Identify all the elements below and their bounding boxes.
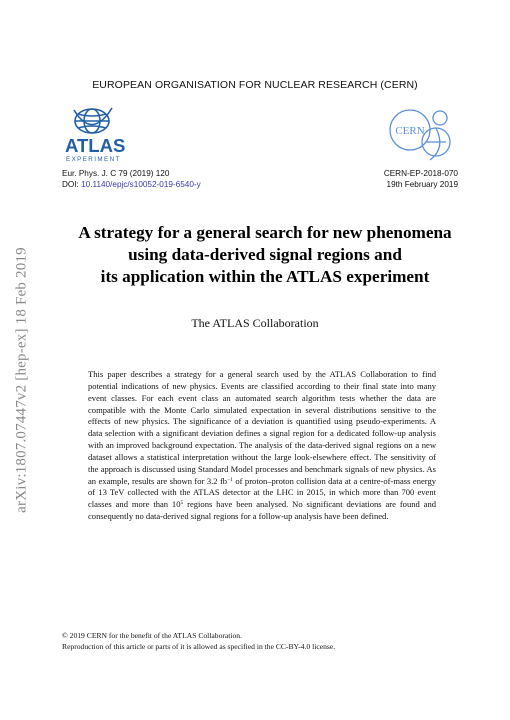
- atlas-logo-text: ATLAS: [65, 135, 126, 156]
- title-line-2: using data-derived signal regions and: [128, 245, 402, 264]
- license-notice: Reproduction of this article or parts of it is allowed as specified in the CC-BY-4.0 license.: [62, 641, 336, 651]
- arxiv-stamp: arXiv:1807.07447v2 [hep-ex] 18 Feb 2019: [13, 247, 30, 513]
- cern-logo-text: CERN: [395, 125, 425, 137]
- organisation-header: EUROPEAN ORGANISATION FOR NUCLEAR RESEARCH (CERN): [92, 79, 418, 91]
- report-info: [384, 168, 458, 190]
- atlas-logo: [62, 104, 128, 164]
- journal-reference: [62, 168, 201, 190]
- abstract-superscript-inverse: −1: [227, 476, 233, 483]
- abstract-text-2: of proton–proton collision data at a centre-of-mass energy of 13 TeV collected with the ATLAS detector at the LHC in 2015, in which more than 700 event classes and more than 10: [88, 475, 436, 510]
- paper-title: [30, 222, 500, 288]
- journal-citation: Eur. Phys. J. C 79 (2019) 120: [62, 169, 170, 178]
- cern-logo: [386, 102, 458, 166]
- abstract-text-3: regions have been analysed. No significant deviations are found and consequently no data-derived signal regions for a follow-up analysis have been defined.: [88, 499, 437, 522]
- report-number: CERN-EP-2018-070: [383, 169, 458, 178]
- atlas-logo-subtext: EXPERIMENT: [66, 156, 121, 163]
- doi-line: [62, 179, 201, 190]
- cern-rings-icon: [386, 102, 458, 166]
- report-date: 19th February 2019: [386, 180, 458, 189]
- abstract-text-1: This paper describes a strategy for a general search used by the ATLAS Collaboration to find potential indications of new physics. Events are classified according to their final state into many event classes. For each event class an automated search algorithm tests whether the data are compatible with the Monte Carlo simulated expectation in several distributions sensitive to the effects of new physics. The significance of a deviation is quantified using pseudo-experiments. A data selection with a significant deviation defines a signal region for a dedicated follow-up analysis with an improved background expectation. The analysis of the data-derived signal regions on a new dataset allows a statistical interpretation without the large look-elsewhere effect. The sensitivity of the approach is discussed using Standard Model processes and benchmark signals of new physics. As an example, results are shown for 3.2 fb: [88, 369, 436, 486]
- doi-link[interactable]: 10.1140/epjc/s10052-019-6540-y: [81, 180, 201, 189]
- title-line-3: its application within the ATLAS experiment: [100, 267, 430, 286]
- abstract-superscript-exponent: 5: [180, 500, 184, 507]
- copyright-footer: [62, 631, 482, 652]
- abstract: [88, 369, 436, 523]
- atlas-globe-icon: [62, 104, 128, 164]
- doi-label: DOI:: [62, 180, 79, 189]
- title-line-1: A strategy for a general search for new phenomena: [78, 223, 452, 242]
- copyright-notice: © 2019 CERN for the benefit of the ATLAS Collaboration.: [62, 631, 242, 640]
- author-line: The ATLAS Collaboration: [191, 316, 319, 330]
